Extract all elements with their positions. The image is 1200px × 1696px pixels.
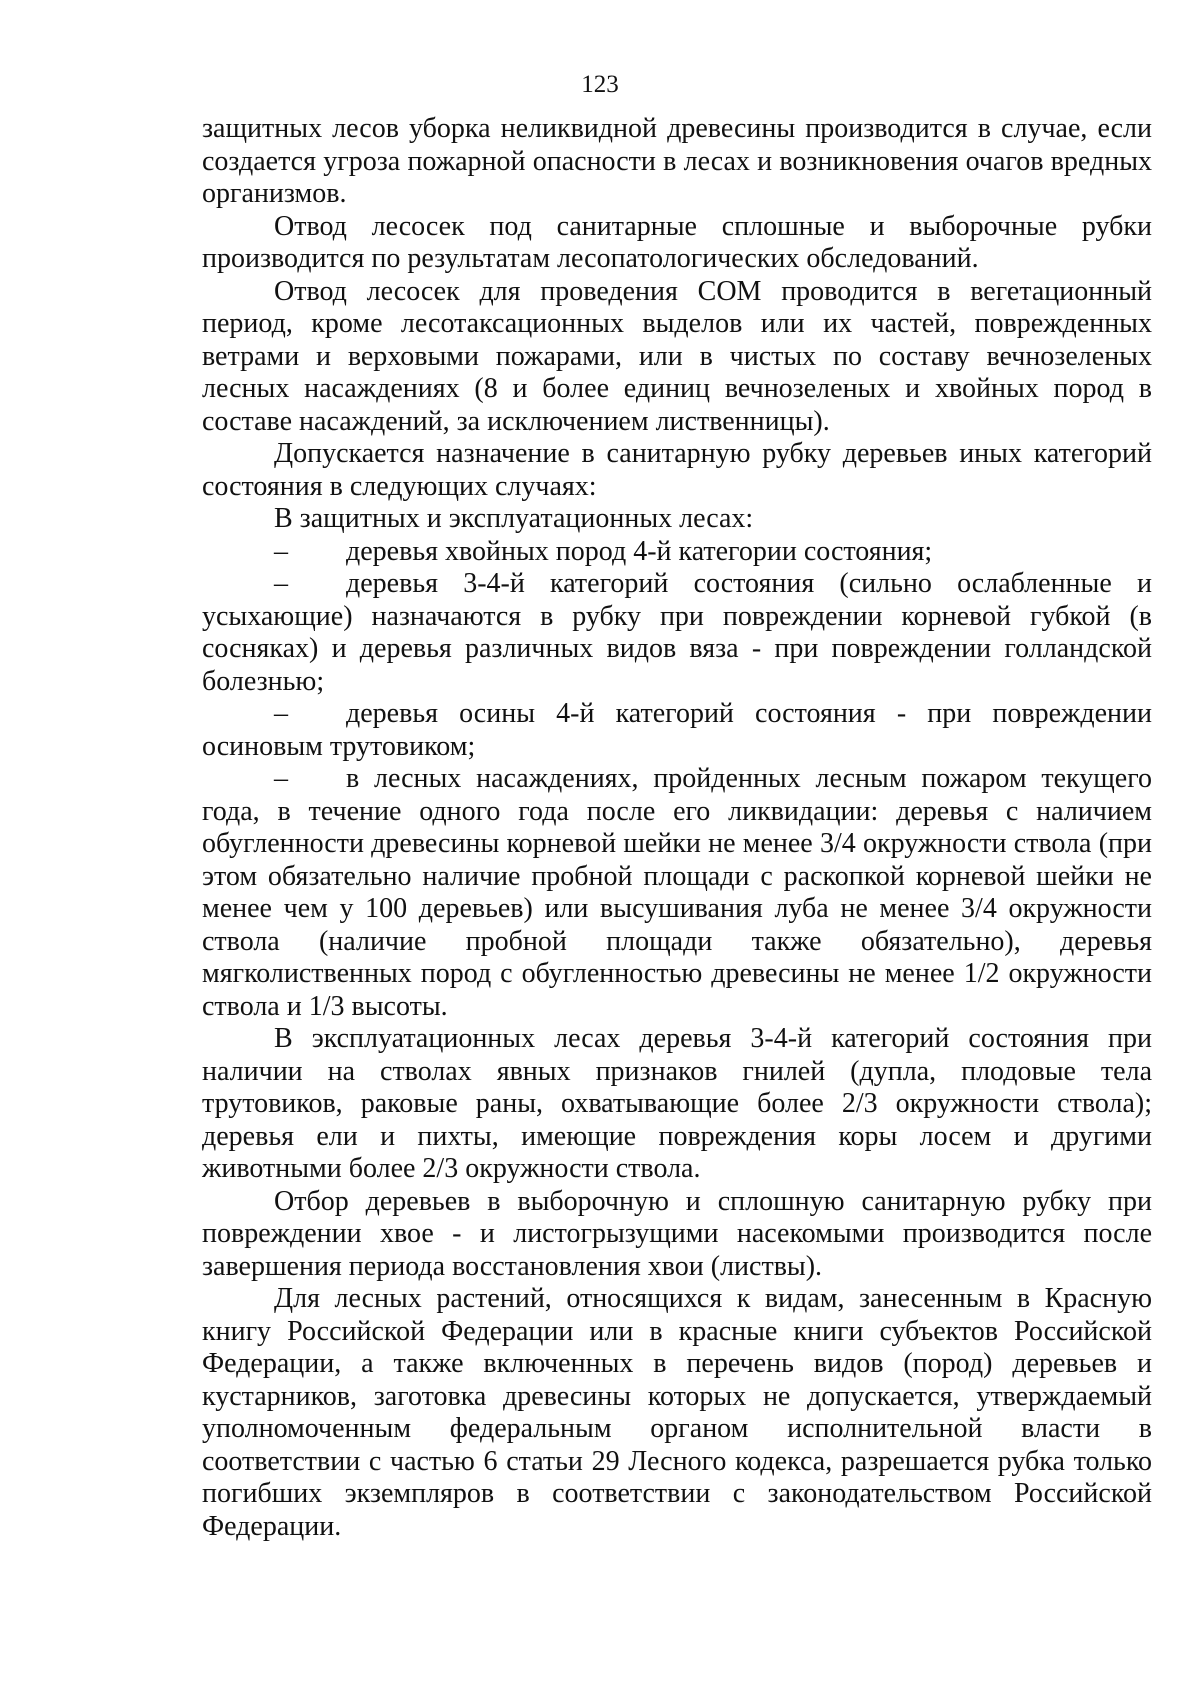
list-item xyxy=(202,763,1152,1023)
document-body xyxy=(202,113,1152,1543)
list-item-text: деревья 3-4-й категорий состояния (сильно ослабленные и усыхающие) назначаются в рубку при повреждении корневой губкой (в сосняках) и деревья различных видов вяза - при повреждении голландской болезнью; xyxy=(202,568,1152,697)
list-dash: – xyxy=(274,763,288,794)
paragraph-protective-forests: В защитных и эксплуатационных лесах: xyxy=(274,503,754,534)
list-dash: – xyxy=(274,568,288,599)
paragraph-allotment-som: Отвод лесосек для проведения СОМ проводится в вегетационный период, кроме лесотаксационных выделов или их частей, поврежденных ветрами и верховыми пожарами, или в чистых по составу вечнозеленых лесных насаждениях (8 и более единиц вечнозеленых и хвойных пород в составе насаждений, за исключением лиственницы). xyxy=(202,275,1152,437)
paragraph-continuation: защитных лесов уборка неликвидной древесины производится в случае, если создается угроза пожарной опасности в лесах и возникновения очагов вредных организмов. xyxy=(202,113,1152,209)
paragraph-red-book: Для лесных растений, относящихся к видам, занесенным в Красную книгу Российской Федерации или в красные книги субъектов Российской Федерации, а также включенных в перечень видов (пород) деревьев и кустарников, заготовка древесины которых не допускается, утверждаемый уполномоченным федеральным органом исполнительной власти в соответствии с частью 6 статьи 29 Лесного кодекса, разрешается рубка только погибших экземпляров в соответствии с законодательством Российской Федерации. xyxy=(202,1283,1152,1542)
list-item-text: деревья хвойных пород 4-й категории состояния; xyxy=(346,535,933,567)
paragraph-exploitation-forests: В эксплуатационных лесах деревья 3-4-й категорий состояния при наличии на стволах явных признаков гнилей (дупла, плодовые тела трутовиков, раковые раны, охватывающие более 2/3 окружности ствола); деревья ели и пихты, имеющие повреждения коры лосем и другими животными более 2/3 окружности ствола. xyxy=(202,1023,1152,1184)
list-item xyxy=(202,698,1152,763)
paragraph-allowed-cases: Допускается назначение в санитарную рубку деревьев иных категорий состояния в следующих случаях: xyxy=(202,438,1152,502)
list-item-text: в лесных насаждениях, пройденных лесным пожаром текущего года, в течение одного года после его ликвидации: деревья с наличием обугленности древесины корневой шейки не менее 3/4 окружности ствола (при этом обязательно наличие пробной площади с раскопкой корневой шейки не менее чем у 100 деревьев) или высушивания луба не менее 3/4 окружности ствола (наличие пробной площади также обязательно), деревья мягколиственных пород с обугленностью древесины не менее 1/2 окружности ствола и 1/3 высоты. xyxy=(202,763,1152,1022)
list-item xyxy=(202,568,1152,698)
list-item-text: деревья осины 4-й категорий состояния - при повреждении осиновым трутовиком; xyxy=(202,698,1152,762)
page-number: 123 xyxy=(581,71,619,98)
list-dash: – xyxy=(274,535,288,567)
paragraph-allotment-sanitary: Отвод лесосек под санитарные сплошные и выборочные рубки производится по результатам лесопатологических обследований. xyxy=(202,210,1152,274)
paragraph-insect-damage: Отбор деревьев в выборочную и сплошную санитарную рубку при повреждении хвое - и листогрызущими насекомыми производится после завершения периода восстановления хвои (листвы). xyxy=(202,1185,1152,1282)
list-dash: – xyxy=(274,698,288,729)
list-item xyxy=(202,536,1152,569)
